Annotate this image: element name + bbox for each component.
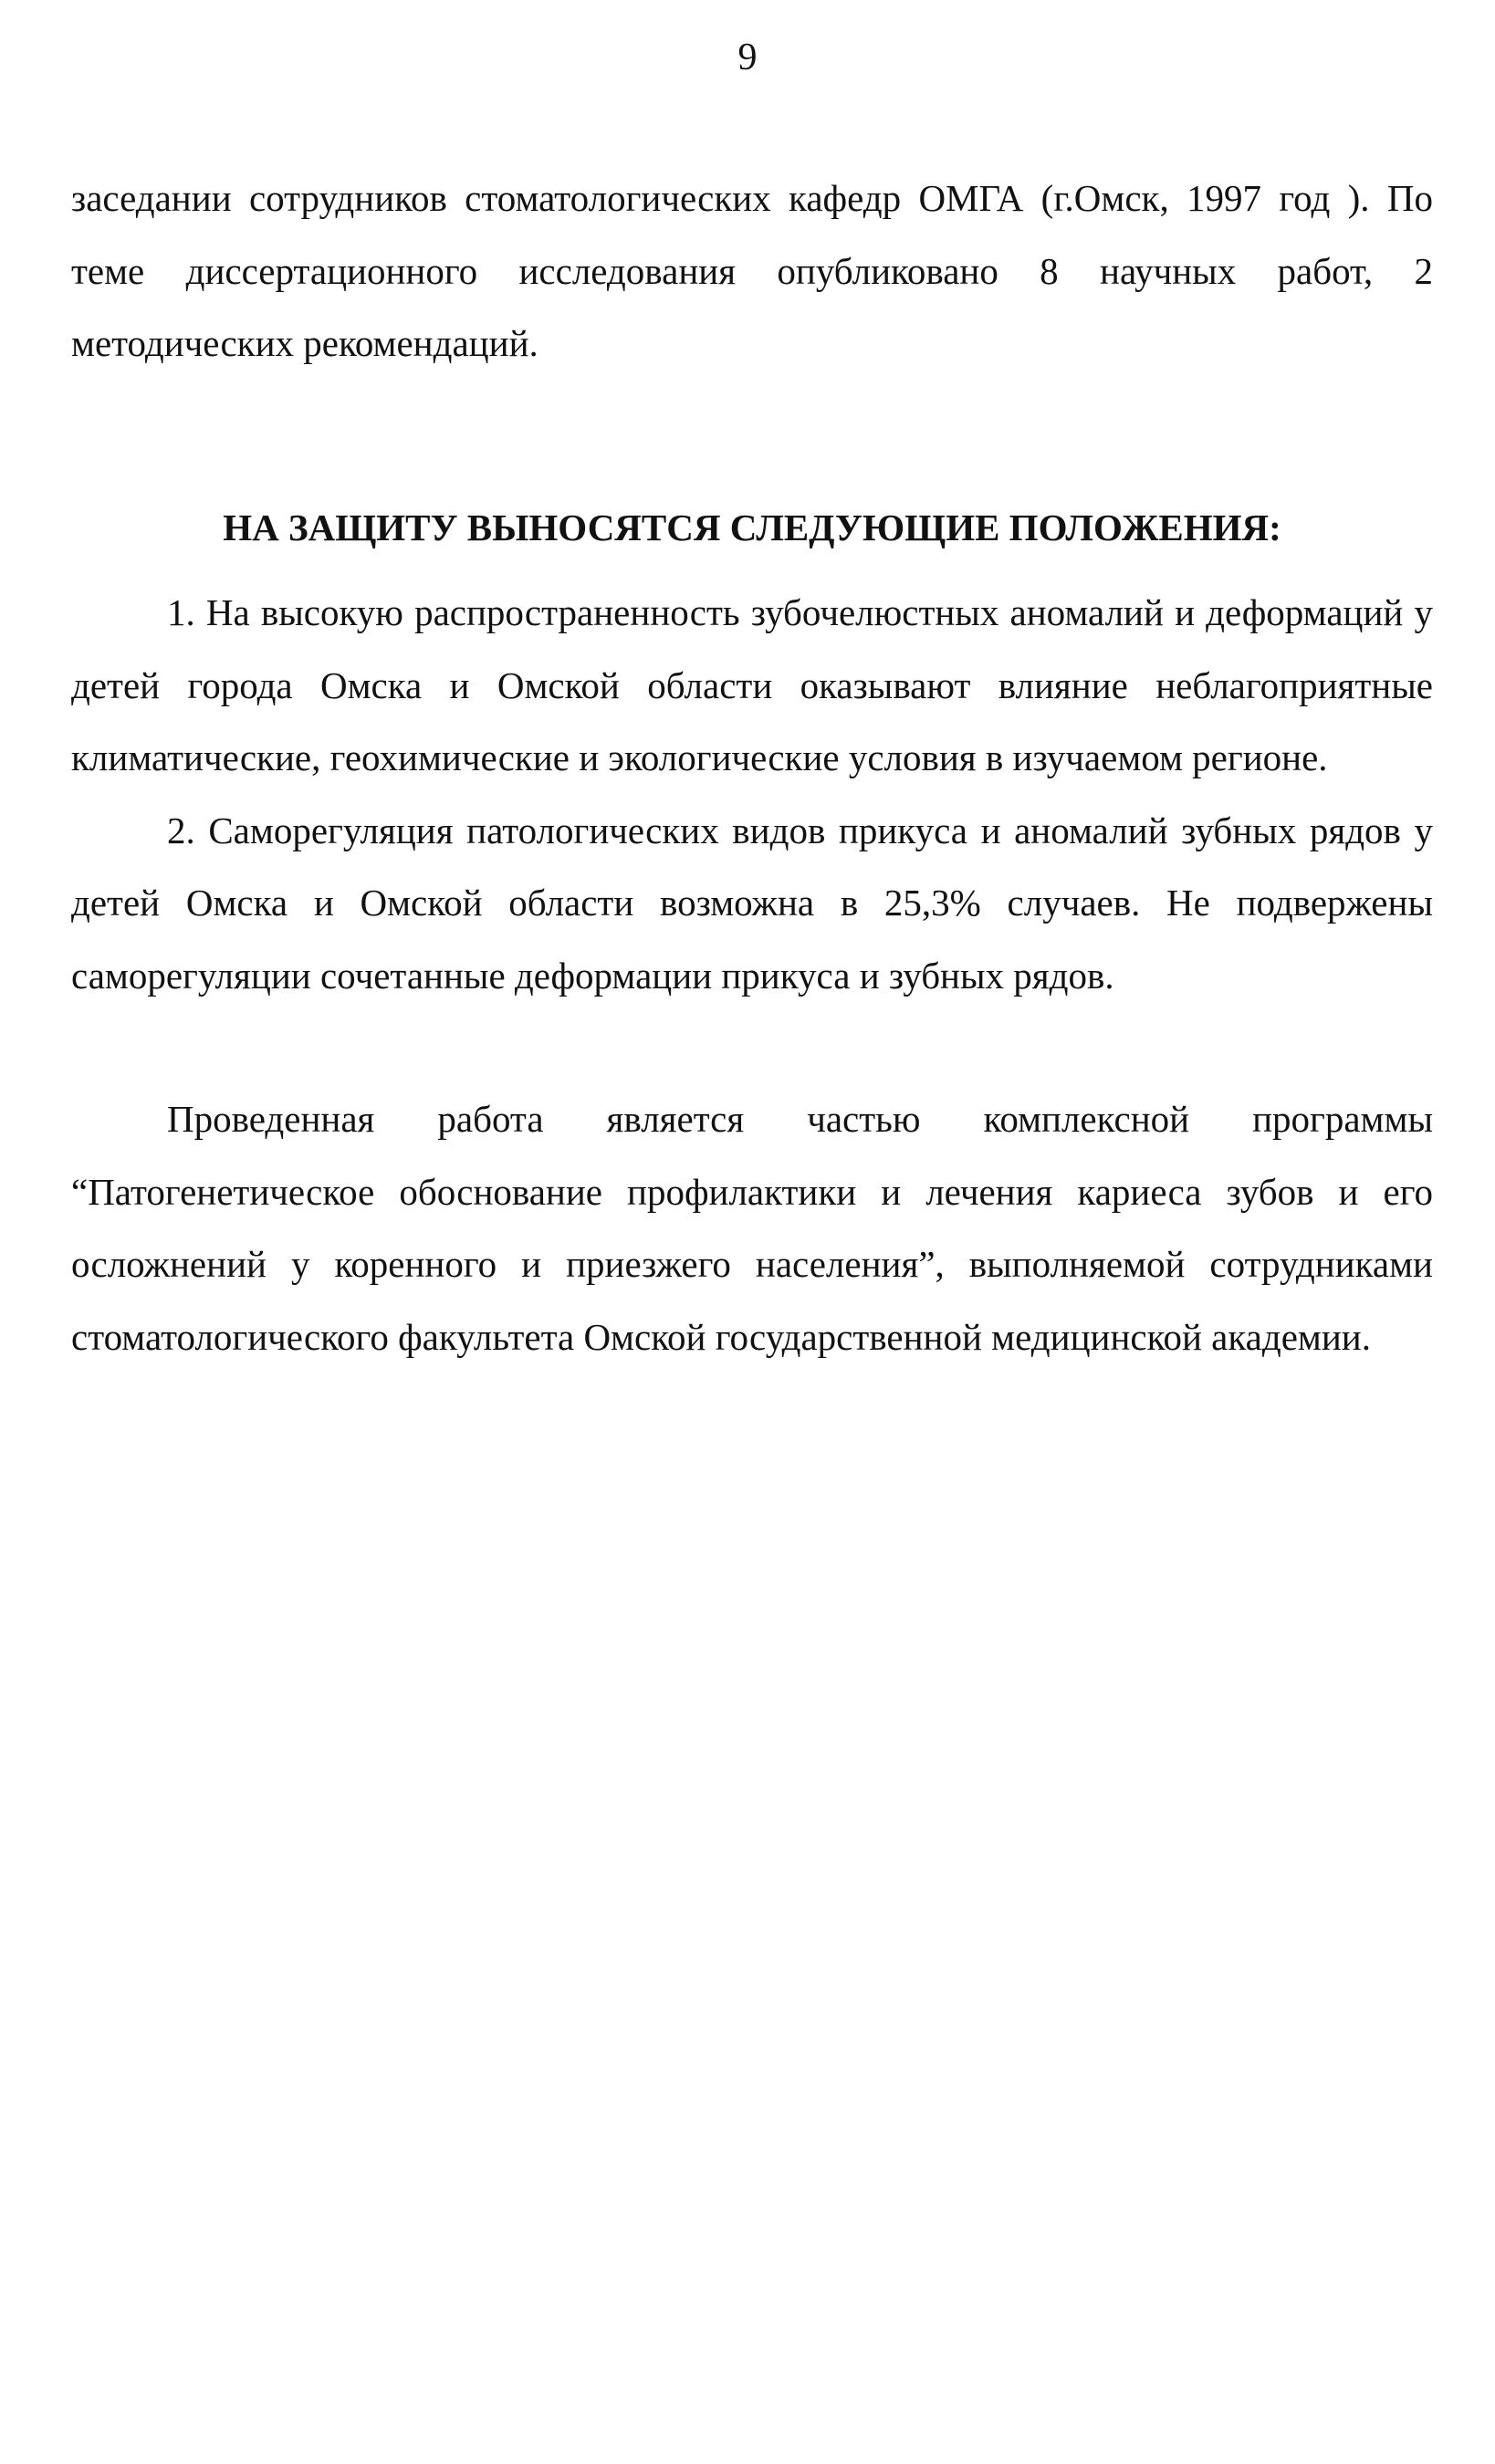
spacer bbox=[71, 381, 1433, 492]
spacer bbox=[71, 564, 1433, 577]
page-number: 9 bbox=[737, 37, 758, 78]
intro-paragraph: заседании сотрудников стоматологических кафедр ОМГА (г.Омск, 1997 год ). По теме диссертационного исследования опубликовано 8 научных работ, 2 методических рекомендаций. bbox=[71, 177, 1433, 364]
section-heading: НА ЗАЩИТУ ВЫНОСЯТСЯ СЛЕДУЮЩИЕ ПОЛОЖЕНИЯ: bbox=[223, 506, 1281, 548]
list-item: 2. Саморегуляция патологических видов прикуса и аномалий зубных рядов у детей Омска и Омской области возможна в 25,3% случаев. Не подвержены саморегуляции сочетанные деформации прикуса и зубных рядов. bbox=[71, 809, 1433, 997]
final-paragraph: Проведенная работа является частью комплексной программы “Патогенетическое обоснование профилактики и лечения кариеса зубов и его осложнений у коренного и приезжего населения”, выполняемой сотрудниками стоматологического факультета Омской государственной медицинской академии. bbox=[71, 1098, 1433, 1358]
list-item: 1. На высокую распространенность зубочелюстных аномалий и деформаций у детей города Омска и Омской области оказывают влияние неблагоприятные климатические, геохимические и экологические условия в изучаемом регионе. bbox=[71, 591, 1433, 778]
document-body bbox=[71, 162, 1433, 1373]
spacer bbox=[71, 1012, 1433, 1083]
